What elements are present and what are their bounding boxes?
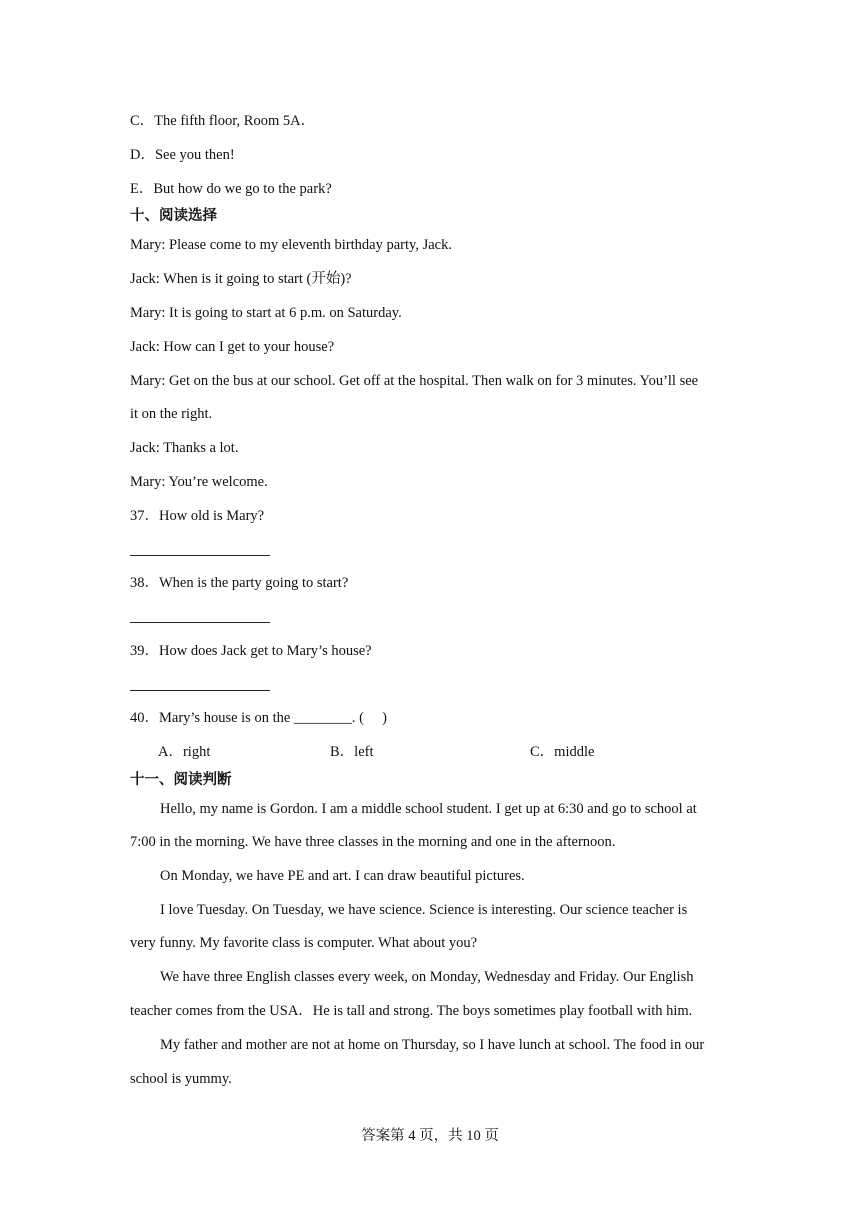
- answer-blank-37[interactable]: [130, 555, 270, 556]
- option-c-middle[interactable]: C．middle: [530, 744, 595, 760]
- dialogue-line: Jack: When is it going to start (开始)?: [130, 271, 352, 287]
- passage-line: very funny. My favorite class is computer. What about you?: [130, 935, 478, 951]
- dialogue-line: Mary: It is going to start at 6 p.m. on Saturday.: [130, 305, 402, 321]
- option-e-prev: E．But how do we go to the park?: [130, 181, 332, 197]
- question-37: 37．How old is Mary?: [130, 508, 265, 524]
- passage-line: 7:00 in the morning. We have three classes in the morning and one in the afternoon.: [130, 834, 616, 850]
- dialogue-line: Mary: Get on the bus at our school. Get off at the hospital. Then walk on for 3 minutes. You’ll see: [130, 373, 699, 389]
- dialogue-line: Jack: Thanks a lot.: [130, 440, 239, 456]
- passage-line: Hello, my name is Gordon. I am a middle school student. I get up at 6:30 and go to school at: [160, 801, 697, 817]
- question-40: 40．Mary’s house is on the ________. ( ): [130, 710, 387, 726]
- question-38: 38．When is the party going to start?: [130, 575, 349, 591]
- question-39: 39．How does Jack get to Mary’s house?: [130, 643, 372, 659]
- option-b-left[interactable]: B．left: [330, 744, 374, 760]
- passage-line: school is yummy.: [130, 1071, 232, 1087]
- option-a-right[interactable]: A．right: [158, 744, 211, 760]
- section-heading-reading-judgment: 十一、阅读判断: [130, 772, 232, 788]
- answer-blank-38[interactable]: [130, 622, 270, 623]
- passage-line: My father and mother are not at home on Thursday, so I have lunch at school. The food in our: [160, 1037, 705, 1053]
- passage-line: I love Tuesday. On Tuesday, we have science. Science is interesting. Our science teacher is: [160, 902, 688, 918]
- option-c-prev: C．The fifth floor, Room 5A．: [130, 113, 316, 129]
- passage-line: On Monday, we have PE and art. I can draw beautiful pictures.: [160, 868, 525, 884]
- dialogue-line: Mary: Please come to my eleventh birthday party, Jack.: [130, 237, 452, 253]
- passage-line: teacher comes from the USA．He is tall and strong. The boys sometimes play football with him.: [130, 1003, 693, 1019]
- dialogue-line: Jack: How can I get to your house?: [130, 339, 335, 355]
- page-footer: 答案第 4 页，共 10 页: [361, 1128, 499, 1144]
- answer-blank-39[interactable]: [130, 690, 270, 691]
- dialogue-line: Mary: You’re welcome.: [130, 474, 268, 490]
- option-d-prev: D．See you then!: [130, 147, 235, 163]
- dialogue-line: it on the right.: [130, 406, 213, 422]
- passage-line: We have three English classes every week, on Monday, Wednesday and Friday. Our English: [160, 969, 694, 985]
- section-heading-reading-choice: 十、阅读选择: [130, 208, 217, 224]
